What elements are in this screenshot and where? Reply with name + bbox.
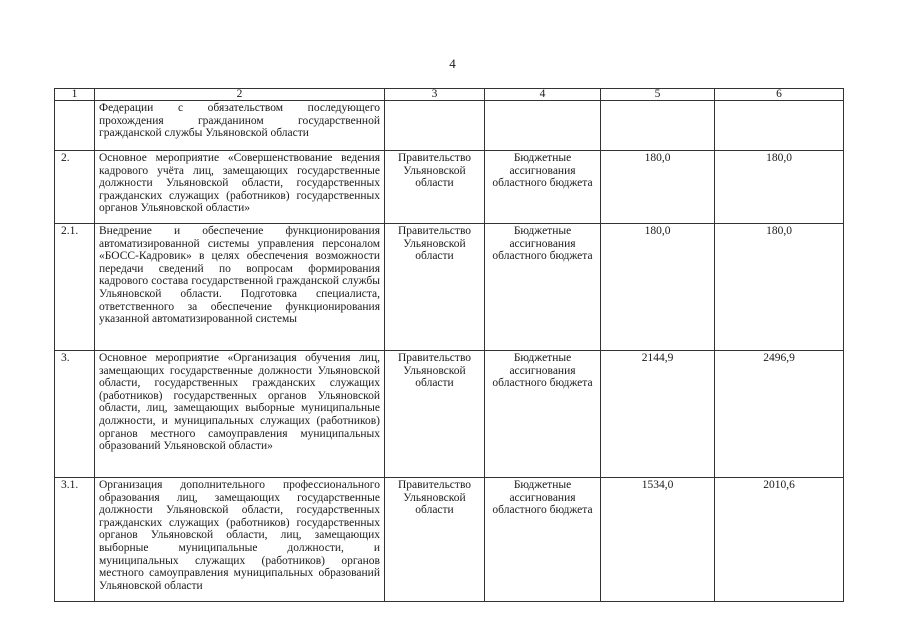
row-value-col6 [715, 101, 844, 151]
row-value-col5 [601, 101, 715, 151]
row-description: Внедрение и обеспечение функционирования автоматизированной системы управления персоналом «БОСС-Кадровик» в целях обеспечения возможности передачи сведений по вопросам формирования кадрового состава государственной гражданской службы Ульяновской области. Подготовка специалиста, ответственного за обеспечение функционирования указанной автоматизированной системы [95, 224, 385, 351]
row-description: Организация дополнительного профессионального образования лиц, замещающих государственные должности Ульяновской области, государственных гражданских служащих (работников) государственных органов Ульяновской области, лиц, замещающих выборные муниципальные должности, и муниципальных служащих (работников) органов местного самоуправления муниципальных образований Ульяновской области [95, 478, 385, 602]
row-value-col5: 2144,9 [601, 351, 715, 478]
table-row [55, 224, 844, 351]
row-number [55, 101, 95, 151]
table-row [55, 101, 844, 151]
row-number: 3.1. [55, 478, 95, 602]
page-number: 4 [449, 56, 456, 71]
program-table [54, 88, 844, 602]
row-number: 3. [55, 351, 95, 478]
table-row [55, 351, 844, 478]
header-cell: 1 [55, 89, 95, 101]
row-number: 2. [55, 151, 95, 224]
row-value-col5: 1534,0 [601, 478, 715, 602]
row-organization: Правительство Ульяновской области [385, 478, 485, 602]
row-organization: Правительство Ульяновской области [385, 351, 485, 478]
table-row [55, 151, 844, 224]
row-funding-source: Бюджетные ассигнования областного бюджета [485, 478, 601, 602]
row-value-col6: 2496,9 [715, 351, 844, 478]
header-cell: 5 [601, 89, 715, 101]
row-funding-source: Бюджетные ассигнования областного бюджета [485, 224, 601, 351]
row-description: Основное мероприятие «Совершенствование ведения кадрового учёта лиц, замещающих государственные должности Ульяновской области, государственных гражданских служащих (работников) государственных органов Ульяновской области» [95, 151, 385, 224]
row-value-col6: 2010,6 [715, 478, 844, 602]
row-value-col5: 180,0 [601, 224, 715, 351]
header-cell: 2 [95, 89, 385, 101]
row-value-col5: 180,0 [601, 151, 715, 224]
row-value-col6: 180,0 [715, 224, 844, 351]
row-description: Федерации с обязательством последующего прохождения гражданином государственной гражданской службы Ульяновской области [95, 101, 385, 151]
row-organization: Правительство Ульяновской области [385, 224, 485, 351]
row-organization: Правительство Ульяновской области [385, 151, 485, 224]
row-organization [385, 101, 485, 151]
row-funding-source [485, 101, 601, 151]
row-description: Основное мероприятие «Организация обучения лиц, замещающих государственные должности Ульяновской области, государственных гражданских служащих (работников) государственных органов Ульяновской области, лиц, замещающих выборные муниципальные должности, и муниципальных служащих (работников) органов местного самоуправления муниципальных образований Ульяновской области» [95, 351, 385, 478]
header-cell: 4 [485, 89, 601, 101]
row-funding-source: Бюджетные ассигнования областного бюджета [485, 351, 601, 478]
table-header-row [55, 89, 844, 101]
row-funding-source: Бюджетные ассигнования областного бюджета [485, 151, 601, 224]
table-row [55, 478, 844, 602]
row-value-col6: 180,0 [715, 151, 844, 224]
header-cell: 3 [385, 89, 485, 101]
row-number: 2.1. [55, 224, 95, 351]
header-cell: 6 [715, 89, 844, 101]
